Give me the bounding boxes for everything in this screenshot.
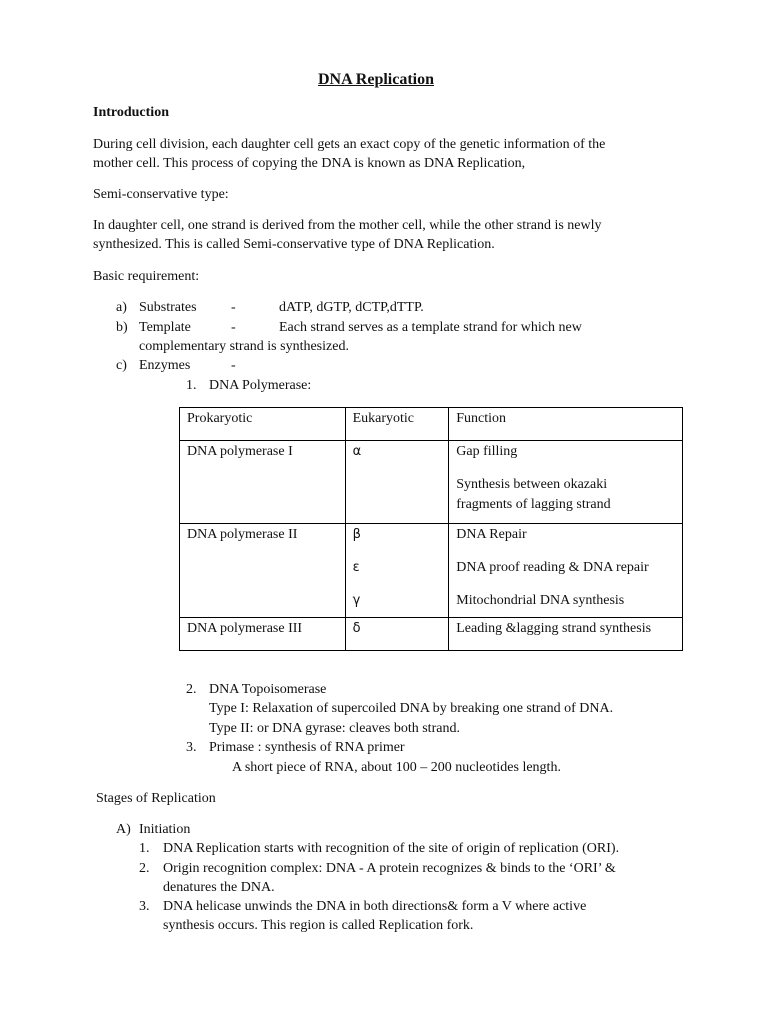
- list-marker: c): [116, 358, 127, 373]
- initiation-label: Initiation: [139, 822, 191, 837]
- list-marker: a): [116, 300, 127, 315]
- table-row: [180, 441, 683, 524]
- cell-prokaryotic: [180, 618, 346, 651]
- table-header-row: [180, 408, 683, 441]
- list-marker: A): [116, 822, 131, 837]
- stages-heading: Stages of Replication: [96, 791, 216, 806]
- cell-function: [449, 441, 683, 524]
- list-marker: 1.: [186, 378, 197, 393]
- initiation-step-2-continued: denatures the DNA.: [163, 880, 275, 895]
- list-marker: b): [116, 320, 128, 335]
- page-title: DNA Replication: [318, 71, 434, 88]
- intro-paragraph-line-1: During cell division, each daughter cell gets an exact copy of the genetic information of the: [93, 137, 606, 152]
- topoisomerase-type-1: Type I: Relaxation of supercoiled DNA by breaking one strand of DNA.: [209, 701, 614, 716]
- header-eukaryotic-text: Eukaryotic: [352, 411, 414, 426]
- dna-polymerase-label: DNA Polymerase:: [209, 378, 312, 393]
- cell-text: DNA proof reading & DNA repair: [456, 560, 649, 575]
- greek-symbol: β: [352, 527, 361, 542]
- greek-symbol: δ: [352, 621, 361, 636]
- polymerase-table: [179, 407, 683, 651]
- greek-symbol: γ: [352, 593, 361, 608]
- cell-text: Leading &lagging strand synthesis: [456, 621, 652, 636]
- semi-conservative-line-2: synthesized. This is called Semi-conservative type of DNA Replication.: [93, 237, 495, 252]
- header-eukaryotic: [345, 408, 449, 441]
- template-value: Each strand serves as a template strand for which new: [279, 320, 582, 335]
- semi-conservative-heading: Semi-conservative type:: [93, 187, 229, 202]
- initiation-step-3: DNA helicase unwinds the DNA in both directions& form a V where active: [163, 899, 587, 914]
- table-row: [180, 618, 683, 651]
- cell-text: DNA polymerase III: [187, 621, 303, 636]
- cell-function: [449, 524, 683, 618]
- cell-text: DNA polymerase I: [187, 444, 293, 459]
- cell-function: [449, 618, 683, 651]
- cell-prokaryotic: [180, 441, 346, 524]
- substrates-label: Substrates: [139, 300, 197, 315]
- dash-separator: -: [231, 300, 236, 315]
- initiation-step-1: DNA Replication starts with recognition of the site of origin of replication (ORI).: [163, 841, 620, 856]
- intro-paragraph-line-2: mother cell. This process of copying the DNA is known as DNA Replication,: [93, 156, 526, 171]
- header-prokaryotic: [180, 408, 346, 441]
- cell-eukaryotic: [345, 441, 449, 524]
- topoisomerase-type-2: Type II: or DNA gyrase: cleaves both strand.: [209, 721, 460, 736]
- cell-text: DNA polymerase II: [187, 527, 298, 542]
- dash-separator: -: [231, 358, 236, 373]
- header-function-text: Function: [456, 411, 507, 426]
- cell-text: Synthesis between okazaki fragments of lagging strand: [456, 477, 611, 512]
- topoisomerase-label: DNA Topoisomerase: [209, 682, 327, 697]
- semi-conservative-line-1: In daughter cell, one strand is derived from the mother cell, while the other strand is newly: [93, 218, 602, 233]
- intro-heading: Introduction: [93, 105, 169, 120]
- cell-eukaryotic: [345, 524, 449, 618]
- list-marker: 3.: [139, 899, 150, 914]
- header-function: [449, 408, 683, 441]
- template-value-continued: complementary strand is synthesized.: [139, 339, 349, 354]
- initiation-step-3-continued: synthesis occurs. This region is called Replication fork.: [163, 918, 474, 933]
- header-prokaryotic-text: Prokaryotic: [187, 411, 253, 426]
- cell-text: Gap filling: [456, 444, 518, 459]
- primase-label: Primase : synthesis of RNA primer: [209, 740, 405, 755]
- cell-eukaryotic: [345, 618, 449, 651]
- substrates-value: dATP, dGTP, dCTP,dTTP.: [279, 300, 424, 315]
- list-marker: 1.: [139, 841, 150, 856]
- cell-text: DNA Repair: [456, 527, 527, 542]
- cell-prokaryotic: [180, 524, 346, 618]
- list-marker: 2.: [186, 682, 197, 697]
- primase-detail: A short piece of RNA, about 100 – 200 nucleotides length.: [232, 760, 561, 775]
- greek-symbol: ε: [352, 560, 360, 575]
- table-row: [180, 524, 683, 618]
- basic-requirement-heading: Basic requirement:: [93, 269, 200, 284]
- cell-text: Mitochondrial DNA synthesis: [456, 593, 625, 608]
- list-marker: 2.: [139, 861, 150, 876]
- enzymes-label: Enzymes: [139, 358, 191, 373]
- initiation-step-2: Origin recognition complex: DNA - A protein recognizes & binds to the ‘ORI’ &: [163, 861, 616, 876]
- template-label: Template: [139, 320, 191, 335]
- greek-symbol: α: [352, 444, 362, 459]
- dash-separator: -: [231, 320, 236, 335]
- list-marker: 3.: [186, 740, 197, 755]
